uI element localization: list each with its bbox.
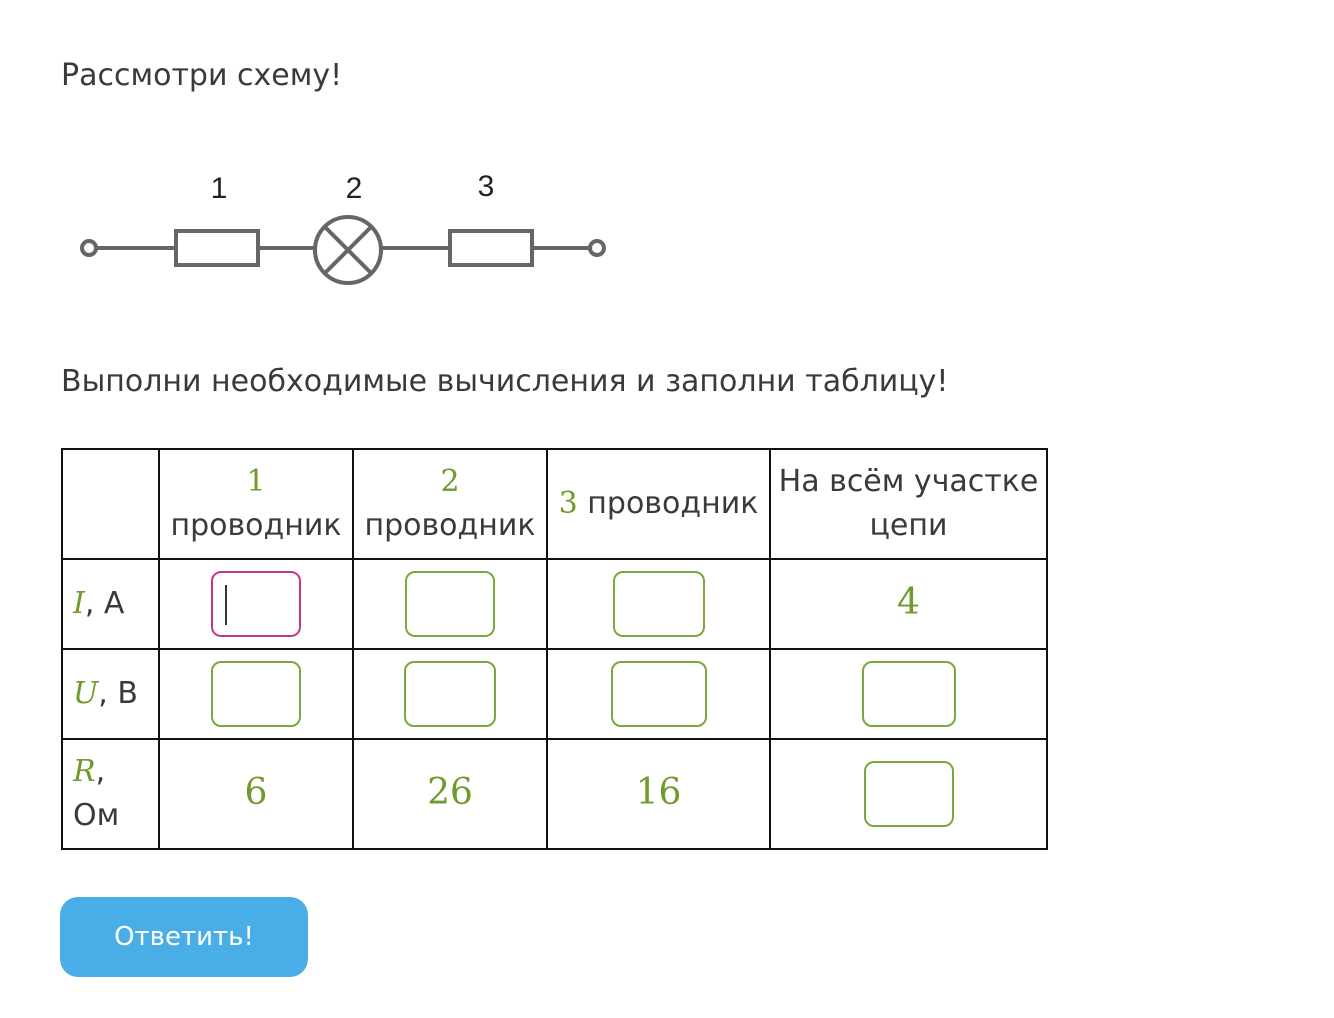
- current-symbol: I: [73, 586, 85, 621]
- header-text: проводник: [364, 508, 536, 543]
- header-text: На всём участке цепи: [778, 464, 1039, 543]
- header-conductor-1: [159, 449, 353, 559]
- input-current-2[interactable]: [405, 571, 495, 637]
- scheme-prompt: Рассмотри схему!: [61, 58, 343, 93]
- header-conductor-3: [547, 449, 770, 559]
- header-text: проводник: [170, 508, 342, 543]
- input-resistance-total[interactable]: [864, 761, 954, 827]
- row-label-current: [62, 559, 159, 649]
- terminal-left: [82, 241, 96, 255]
- calculation-table: [61, 448, 1048, 850]
- resistance-value-3: 16: [635, 772, 682, 813]
- header-row: [62, 449, 1047, 559]
- resistor-1: [176, 231, 258, 265]
- row-voltage: [62, 649, 1047, 739]
- answer-button[interactable]: Ответить!: [60, 897, 308, 977]
- resistance-value-1: 6: [244, 772, 268, 813]
- input-current-1[interactable]: [211, 571, 301, 637]
- header-number: 2: [440, 464, 460, 499]
- row-current: [62, 559, 1047, 649]
- diagram-label-1: 1: [210, 172, 228, 205]
- terminal-right: [590, 241, 604, 255]
- voltage-symbol: U: [73, 676, 99, 711]
- empty-header-cell: [62, 449, 159, 559]
- input-current-3[interactable]: [613, 571, 705, 637]
- input-voltage-1[interactable]: [211, 661, 301, 727]
- header-number: 1: [246, 464, 266, 499]
- resistor-3: [450, 231, 532, 265]
- input-voltage-total[interactable]: [862, 661, 956, 727]
- table-prompt: Выполни необходимые вычисления и заполни таблицу!: [61, 364, 949, 399]
- row-label-resistance: [62, 739, 159, 849]
- circuit-diagram: [70, 158, 620, 298]
- current-unit: , А: [84, 586, 125, 621]
- text-caret: [225, 585, 227, 625]
- diagram-label-3: 3: [477, 170, 495, 203]
- diagram-label-2: 2: [345, 172, 363, 205]
- input-voltage-3[interactable]: [611, 661, 707, 727]
- row-resistance: [62, 739, 1047, 849]
- voltage-unit: , В: [98, 676, 138, 711]
- resistance-unit-comma: ,: [95, 754, 106, 789]
- input-voltage-2[interactable]: [404, 661, 496, 727]
- header-whole-circuit: [770, 449, 1047, 559]
- resistance-unit: Ом: [73, 798, 120, 833]
- header-conductor-2: [353, 449, 547, 559]
- resistance-symbol: R: [73, 754, 96, 789]
- row-label-voltage: [62, 649, 159, 739]
- header-number: 3: [558, 486, 578, 521]
- header-text: проводник: [587, 486, 759, 521]
- resistance-value-2: 26: [427, 772, 473, 813]
- current-total-value: 4: [897, 582, 920, 623]
